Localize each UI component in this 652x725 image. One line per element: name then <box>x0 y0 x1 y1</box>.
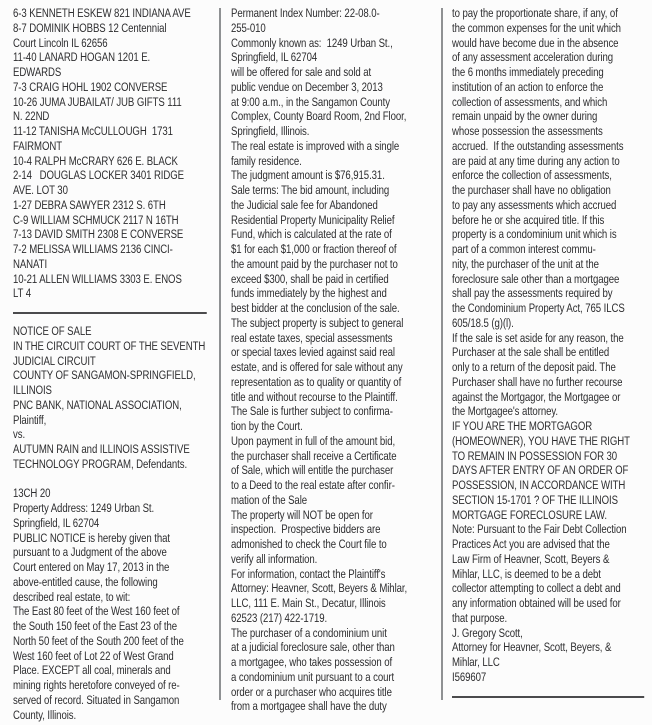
text-line: 6-3 KENNETH ESKEW 821 INDIANA AVE <box>13 6 191 20</box>
text-line: public vendue on December 3, 2013 <box>231 79 383 94</box>
column-divider-left <box>219 8 221 700</box>
text-line: Springfield, IL 62704 <box>231 50 318 65</box>
text-line: remain unpaid by the owner during <box>452 109 598 124</box>
text-line: The real estate is improved with a single <box>231 138 400 153</box>
text-line: TO REMAIN IN POSSESSION FOR 30 <box>452 448 618 463</box>
text-line: 11-12 TANISHA McCULLOUGH 1731 <box>13 124 173 138</box>
text-line: 8-7 DOMINIK HOBBS 12 Centennial <box>13 20 167 35</box>
text-line: collection of assessments, and which <box>452 94 608 109</box>
text-line: Commonly known as: 1249 Urban St., <box>231 35 393 50</box>
text-line: any information obtained will be used for <box>452 596 621 610</box>
text-line: Fund, which is calculated at the rate of <box>231 227 392 242</box>
text-line: SECTION 15-1701 ? OF THE ILLINOIS <box>452 492 618 507</box>
text-line: (HOMEOWNER), YOU HAVE THE RIGHT <box>452 433 630 448</box>
text-line: 10-26 JUMA JUBAILAT/ JUB GIFTS 111 <box>13 94 182 109</box>
text-line: described real estate, to wit: <box>13 589 131 604</box>
text-line: 7-2 MELISSA WILLIAMS 2136 CINCI- <box>13 242 173 256</box>
column-middle-text <box>231 6 434 714</box>
text-line: are paid at any time during any action to <box>452 153 620 168</box>
text-line: funds immediately by the highest and <box>231 286 387 301</box>
text-line: would have become due in the absence <box>452 35 619 50</box>
text-line: 62523 (217) 422-1719. <box>231 610 328 625</box>
text-line: institution of an action to enforce the <box>452 79 604 94</box>
text-line: AVE. LOT 30 <box>13 183 68 197</box>
text-line: POSSESSION, IN ACCORDANCE WITH <box>452 478 626 492</box>
text-line: IN THE CIRCUIT COURT OF THE SEVENTH <box>13 338 206 353</box>
text-line: Law Firm of Heavner, Scott, Beyers & <box>452 551 610 566</box>
text-line: AUTUMN RAIN and ILLINOIS ASSISTIVE <box>13 442 190 456</box>
text-line: served of record. Situated in Sangamon <box>13 692 180 707</box>
text-line: Springfield, IL 62704 <box>13 515 100 530</box>
text-line: vs. <box>13 427 26 442</box>
text-line: the common expenses for the unit which <box>452 20 621 35</box>
text-line: I569607 <box>452 669 487 684</box>
text-line: The Sale is further subject to confirma- <box>231 404 393 419</box>
text-line: Place. EXCEPT all coal, minerals and <box>13 663 171 678</box>
text-line: verify all information. <box>231 551 318 566</box>
text-line: above-entitled cause, the following <box>13 574 158 589</box>
text-line: order or a purchaser who acquires title <box>231 684 392 699</box>
text-line: Permanent Index Number: 22-08.0- <box>231 6 380 20</box>
text-line: title and without recourse to the Plaintiff. <box>231 389 398 404</box>
text-line: 13CH 20 <box>13 486 51 501</box>
notice-column-middle <box>231 6 434 725</box>
text-line: part of a common interest commu- <box>452 242 596 256</box>
text-line: TECHNOLOGY PROGRAM, Defendants. <box>13 456 188 471</box>
text-line: nity, the purchaser of the unit at the <box>452 256 599 271</box>
text-line: the purchaser shall have no obligation <box>452 183 611 197</box>
text-line: Attorney for Heavner, Scott, Beyers, & <box>452 640 612 655</box>
text-line: estate, and is offered for sale without any <box>231 360 403 374</box>
text-line: the purchaser shall receive a Certificate <box>231 448 397 463</box>
text-line: a mortgagee, who takes possession of <box>231 655 393 669</box>
text-line: COUNTY OF SANGAMON-SPRINGFIELD, <box>13 368 196 383</box>
text-line: PUBLIC NOTICE is hereby given that <box>13 530 170 545</box>
text-line: from a mortgagee shall have the duty <box>231 699 387 714</box>
text-line: before he or she acquired title. If this <box>452 212 605 227</box>
text-line: against the Mortgagor, the Mortgagee or <box>452 389 621 404</box>
text-line: accrued. If the outstanding assessments <box>452 138 624 153</box>
text-line: enforce the collection of assessments, <box>452 168 612 183</box>
text-line: Practices Act you are advised that the <box>452 537 610 551</box>
text-line: the 6 months immediately preceding <box>452 65 604 79</box>
text-line: N. 22ND <box>13 109 50 124</box>
text-line: 7-3 CRAIG HOHL 1902 CONVERSE <box>13 79 168 94</box>
text-line: $1 for each $1,000 or fraction thereof of <box>231 242 397 256</box>
text-line: The property will NOT be open for <box>231 507 373 522</box>
text-line: best bidder at the conclusion of the sale. <box>231 301 400 315</box>
text-line: at 9:00 a.m., in the Sangamon County <box>231 94 390 109</box>
text-line: the Mortgagee's attorney. <box>452 404 558 419</box>
text-line: Purchaser at the sale shall be entitled <box>452 345 610 360</box>
text-line: Property Address: 1249 Urban St. <box>13 501 155 515</box>
text-line: IF YOU ARE THE MORTGAGOR <box>452 419 593 433</box>
text-line: 7-13 DAVID SMITH 2308 E CONVERSE <box>13 227 184 242</box>
text-line: foreclosure sale other than a mortgagee <box>452 271 620 286</box>
section-divider-rule <box>13 312 207 314</box>
text-line: Plaintiff, <box>13 412 47 427</box>
text-line: representation as to quality or quantity of <box>231 374 402 389</box>
text-line: LLC, 111 E. Main St., Decatur, Illinois <box>231 596 386 610</box>
text-line: or special taxes levied against said real <box>231 345 395 360</box>
text-line: EDWARDS <box>13 65 62 79</box>
text-line: 10-4 RALPH McCRARY 626 E. BLACK <box>13 153 178 168</box>
text-line: Note: Pursuant to the Fair Debt Collection <box>452 522 627 537</box>
column-right-text <box>452 6 650 698</box>
text-line: mation of the Sale <box>231 492 308 507</box>
text-line: ILLINOIS <box>13 383 52 397</box>
text-line: 11-40 LANARD HOGAN 1201 E. <box>13 50 151 65</box>
text-line: Springfield, Illinois. <box>231 124 310 138</box>
text-line: the Condominium Property Act, 765 ILCS <box>452 301 625 315</box>
text-line: Attorney: Heavner, Scott, Beyers & Mihlar, <box>231 581 408 596</box>
text-line: Purchaser shall have no further recourse <box>452 374 623 389</box>
text-line: West 160 feet of Lot 22 of West Grand <box>13 648 174 663</box>
text-line: at a judicial foreclosure sale, other than <box>231 640 395 655</box>
text-line: For information, contact the Plaintiff's <box>231 566 386 581</box>
text-line: inspection. Prospective bidders are <box>231 522 381 537</box>
text-line: LT 4 <box>13 286 32 301</box>
notice-column-right <box>452 6 650 725</box>
text-line: JUDICIAL CIRCUIT <box>13 353 96 368</box>
text-line: a condominium unit pursuant to a court <box>231 669 395 684</box>
text-line: MORTGAGE FORECLOSURE LAW. <box>452 507 607 522</box>
text-line: If the sale is set aside for any reason, the <box>452 330 624 345</box>
text-line: J. Gregory Scott, <box>452 625 523 640</box>
text-line: DAYS AFTER ENTRY OF AN ORDER OF <box>452 463 629 478</box>
text-line: pursuant to a Judgment of the above <box>13 545 167 560</box>
text-line <box>13 472 213 487</box>
text-line: shall pay the assessments required by <box>452 286 613 301</box>
text-line: 2-14 DOUGLAS LOCKER 3401 RIDGE <box>13 168 184 183</box>
text-line: family residence. <box>231 153 302 168</box>
text-line: to a Deed to the real estate after confir- <box>231 478 395 492</box>
text-line: PNC BANK, NATIONAL ASSOCIATION, <box>13 397 182 412</box>
text-line: Complex, County Board Room, 2nd Floor, <box>231 109 407 124</box>
text-line: Court Lincoln IL 62656 <box>13 35 108 50</box>
text-line: Mihlar, LLC <box>452 655 500 669</box>
text-line: the South 150 feet of the East 23 of the <box>13 619 178 633</box>
text-line: mining rights heretofore conveyed of re- <box>13 678 180 692</box>
text-line: 10-21 ALLEN WILLIAMS 3303 E. ENOS <box>13 271 182 286</box>
column-divider-right <box>441 8 443 700</box>
text-line: 255-010 <box>231 20 266 35</box>
text-line: Mihlar, LLC, is deemed to be a debt <box>452 566 601 581</box>
text-line: FAIRMONT <box>13 138 62 153</box>
text-line: of any assessment acceleration during <box>452 50 614 65</box>
text-line: to pay any assessments which accrued <box>452 197 617 212</box>
text-line: tion by the Court. <box>231 419 303 433</box>
text-line: admonished to check the Court file to <box>231 537 387 551</box>
text-line: that purpose. <box>452 610 508 625</box>
text-line: 605/18.5 (g)(l). <box>452 315 514 330</box>
text-line: The subject property is subject to general <box>231 315 404 330</box>
text-line: property is a condominium unit which is <box>452 227 617 242</box>
text-line: Residential Property Municipality Relief <box>231 212 395 227</box>
text-line: Upon payment in full of the amount bid, <box>231 433 396 448</box>
text-line: only to a return of the deposit paid. The <box>452 360 616 374</box>
text-line: whose possession the assessments <box>452 124 603 138</box>
text-line: C-9 WILLIAM SCHMUCK 2117 N 16TH <box>13 212 179 227</box>
text-line: will be offered for sale and sold at <box>231 65 372 79</box>
text-line: The East 80 feet of the West 160 feet of <box>13 604 180 619</box>
text-line: The judgment amount is $76,915.31. <box>231 168 385 183</box>
text-line: NANATI <box>13 256 48 271</box>
text-line: The purchaser of a condominium unit <box>231 625 387 640</box>
text-line: County, Illinois. <box>13 707 77 722</box>
text-line: to pay the proportionate share, if any, of <box>452 6 618 20</box>
text-line: the amount paid by the purchaser not to <box>231 256 398 271</box>
text-line: NOTICE OF SALE <box>13 324 92 338</box>
section-divider-rule <box>452 696 644 698</box>
text-line: the Judicial sale fee for Abandoned <box>231 197 378 212</box>
notice-column-left <box>13 6 213 725</box>
text-line: collector attempting to collect a debt and <box>452 581 621 596</box>
text-line: 1-27 DEBRA SAWYER 2312 S. 6TH <box>13 197 166 212</box>
text-line: exceed $300, shall be paid in certified <box>231 271 389 286</box>
text-line: of Sale, which will entitle the purchaser <box>231 463 394 478</box>
text-line: real estate taxes, special assessments <box>231 330 393 345</box>
text-line: Sale terms: The bid amount, including <box>231 183 390 197</box>
text-line: Court entered on May 17, 2013 in the <box>13 560 170 574</box>
text-line: North 50 feet of the South 200 feet of the <box>13 633 184 648</box>
column-left-text <box>13 6 213 722</box>
